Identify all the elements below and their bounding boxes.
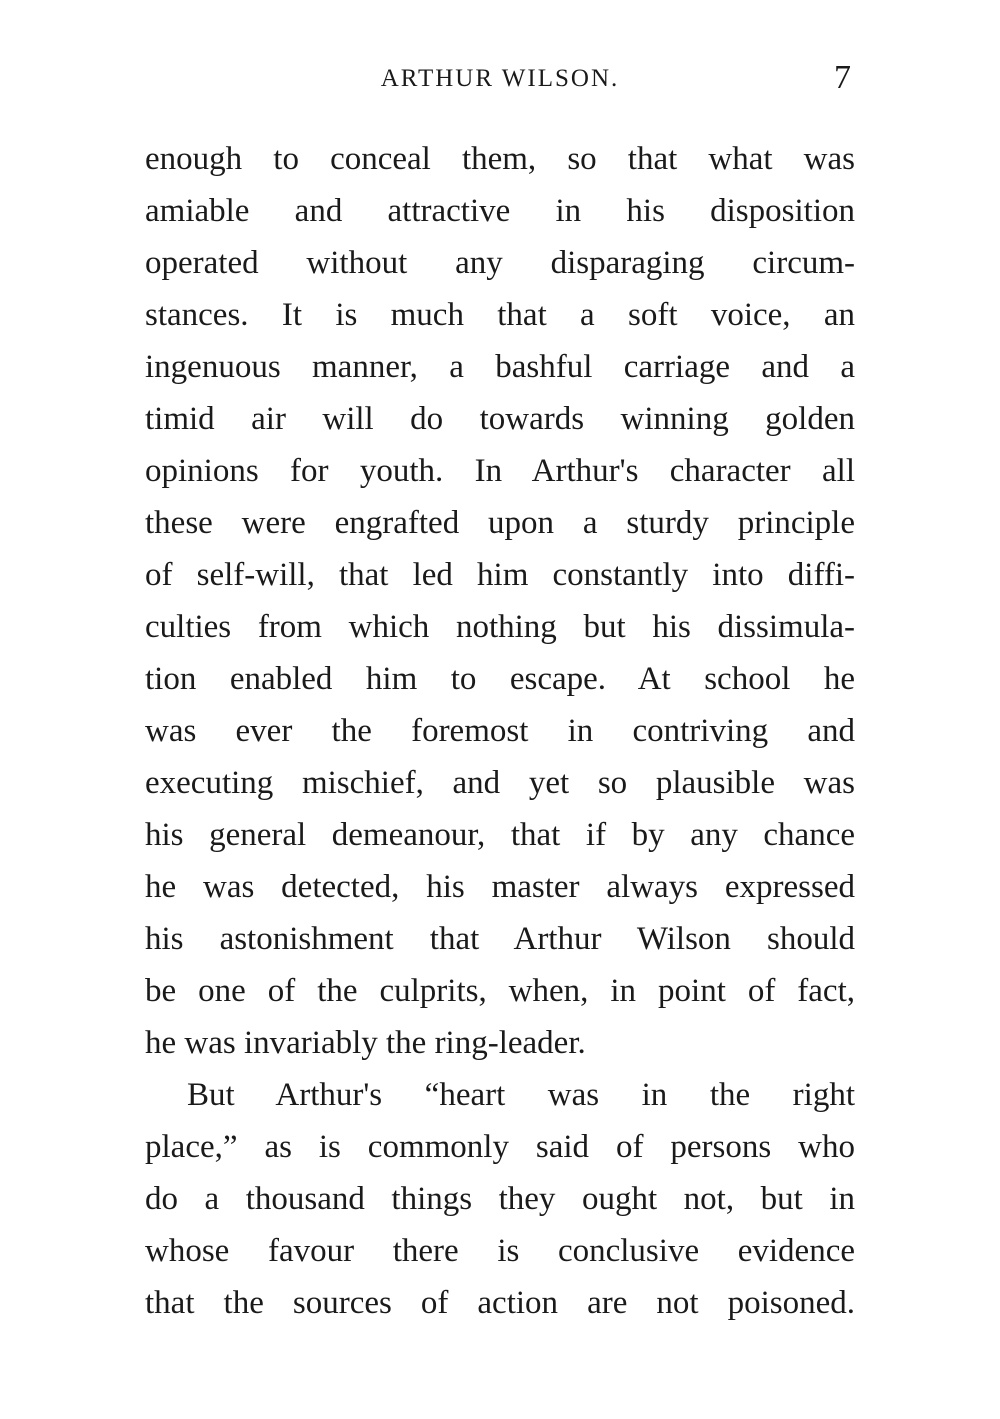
text-line: his general demeanour, that if by any chance [145,817,855,853]
text-line: executing mischief, and yet so plausible was [145,765,855,801]
text-line: operated without any disparaging circum- [145,245,855,281]
text-line: be one of the culprits, when, in point of fact, [145,973,855,1009]
body-text [145,133,855,1329]
text-line: timid air will do towards winning golden [145,401,855,437]
text-line: his astonishment that Arthur Wilson should [145,921,855,957]
text-line: that the sources of action are not poisoned. [145,1285,855,1321]
text-line: do a thousand things they ought not, but in [145,1181,855,1217]
text-line: he was detected, his master always expressed [145,869,855,905]
running-head [145,58,855,98]
text-line: whose favour there is conclusive evidence [145,1233,855,1269]
page-number: 7 [834,59,851,96]
text-line: amiable and attractive in his disposition [145,193,855,229]
running-title: ARTHUR WILSON. [380,65,620,92]
text-line: these were engrafted upon a sturdy principle [145,505,855,541]
text-line: tion enabled him to escape. At school he [145,661,855,697]
text-line: he was invariably the ring-leader. [145,1025,586,1061]
text-line: was ever the foremost in contriving and [145,713,855,749]
text-line: But Arthur's “heart was in the right [187,1077,855,1113]
text-line: of self-will, that led him constantly into diffi- [145,557,855,593]
text-line: culties from which nothing but his dissimula- [145,609,855,645]
text-line: place,” as is commonly said of persons who [145,1129,855,1165]
text-line: enough to conceal them, so that what was [145,141,855,177]
text-line: stances. It is much that a soft voice, an [145,297,855,333]
text-line: ingenuous manner, a bashful carriage and a [145,349,855,385]
text-line: opinions for youth. In Arthur's character all [145,453,855,489]
